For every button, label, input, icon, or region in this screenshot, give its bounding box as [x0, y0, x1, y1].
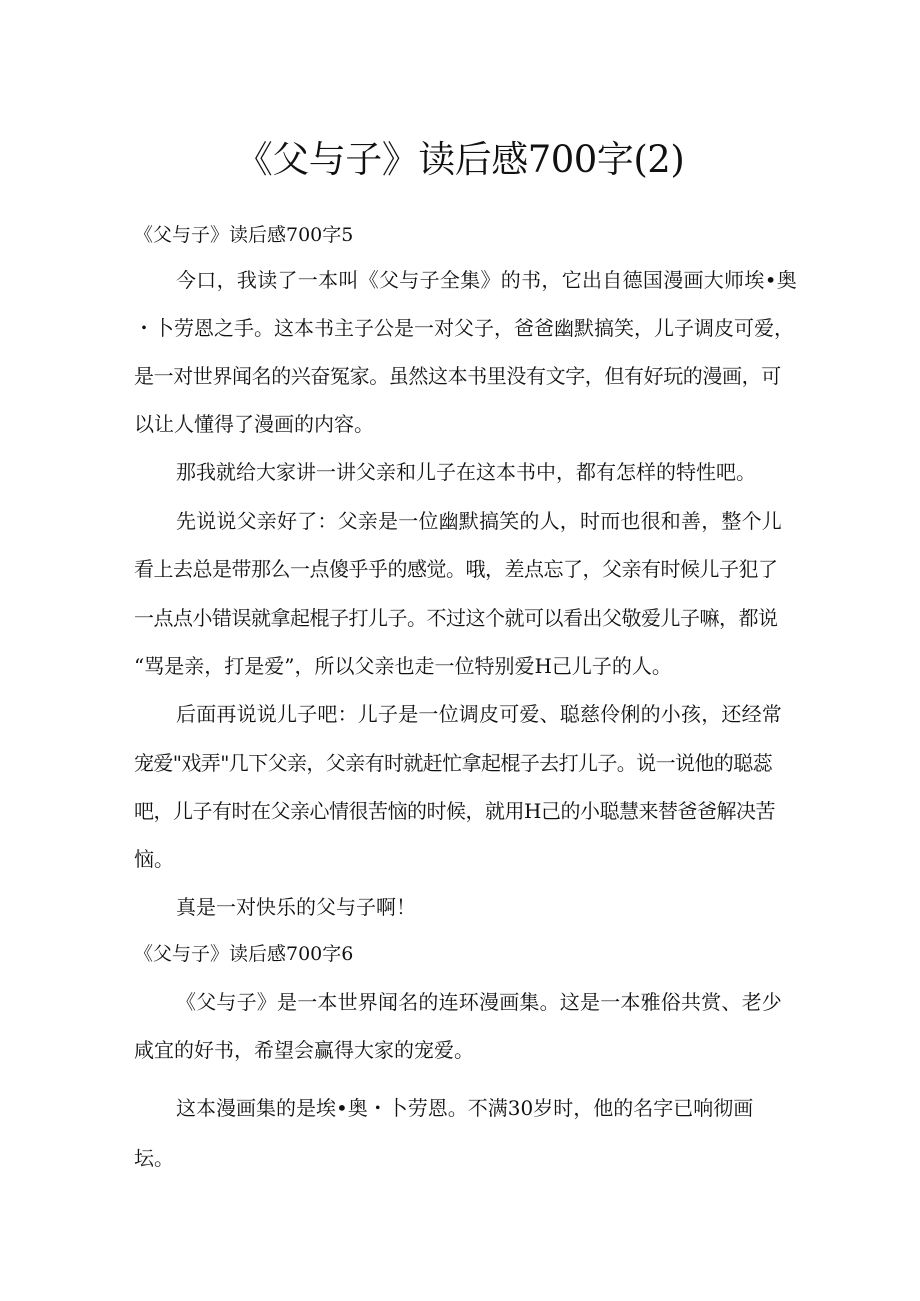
- paragraph-line: ・卜劳恩之手。这本书主子公是一对父子，爸爸幽默搞笑，儿子调皮可爱，: [134, 316, 794, 340]
- paragraph-line: 那我就给大家讲一讲父亲和儿子在这本书中，都有怎样的特性吧。: [176, 460, 756, 484]
- document-title: 《父与子》读后感700字(2): [235, 138, 685, 181]
- paragraph-line: 吧，儿子有时在父亲心情很苦恼的时候，就用H己的小聪慧来替爸爸解决苦: [134, 799, 775, 823]
- paragraph-line: 以让人懂得了漫画的内容。: [134, 412, 374, 436]
- paragraph-line: 这本漫画集的是埃•奥・卜劳恩。不满30岁时，他的名字已响彻画: [176, 1096, 754, 1120]
- paragraph-line: 咸宜的好书，希望会赢得大家的宠爱。: [134, 1038, 474, 1062]
- paragraph-line: 恼。: [134, 847, 174, 871]
- paragraph-line: 是一对世界闻名的兴奋冤家。虽然这本书里没有文字，但有好玩的漫画，可: [134, 364, 781, 388]
- section-heading-5: 《父与子》读后感700字5: [134, 224, 354, 246]
- paragraph-line: 《父与子》是一本世界闻名的连环漫画集。这是一本雅俗共赏、老少: [176, 990, 782, 1014]
- paragraph-line: 后面再说说儿子吧：儿子是一位调皮可爱、聪慈伶俐的小孩，还经常: [176, 702, 782, 726]
- paragraph-line: 坛。: [134, 1146, 174, 1170]
- section-heading-6: 《父与子》读后感700字6: [134, 943, 354, 965]
- paragraph-line: “骂是亲，打是爱”，所以父亲也走一位特别爱H己儿子的人。: [134, 654, 672, 678]
- paragraph-line: 一点点小错误就拿起棍子打儿子。不过这个就可以看出父敬爱儿子嘛，都说: [134, 606, 778, 630]
- paragraph-line: 今口，我读了一本叫《父与子全集》的书，它出自德国漫画大师埃•奥: [176, 268, 798, 292]
- paragraph-line: 宠爱"戏弄"几下父亲，父亲有时就赶忙拿起棍子去打儿子。说一说他的聪蕊: [134, 751, 772, 775]
- paragraph-line: 先说说父亲好了：父亲是一位幽默搞笑的人，时而也很和善，整个儿: [176, 509, 782, 533]
- paragraph-line: 真是一对快乐的父与子啊！: [176, 895, 416, 919]
- paragraph-line: 看上去总是带那么一点傻乎乎的感觉。哦，差点忘了，父亲有时候儿子犯了: [134, 557, 778, 581]
